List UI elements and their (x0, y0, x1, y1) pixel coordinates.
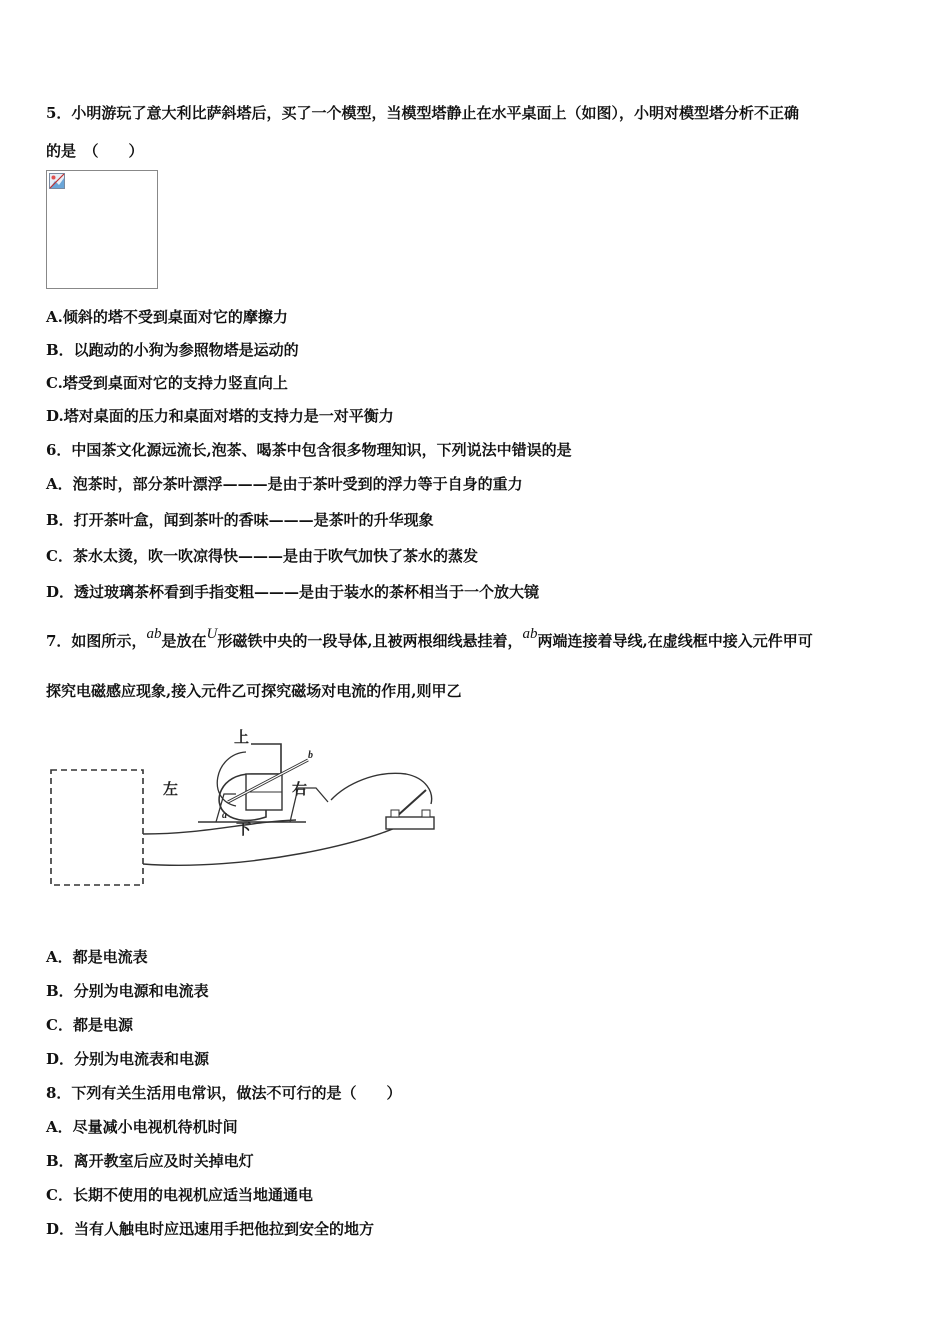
q7-option-b: B．分别为电源和电流表 (46, 982, 209, 1000)
q7-option-a: A．都是电流表 (46, 948, 148, 966)
label-bottom: 下 (236, 822, 252, 838)
q8-option-d: D．当有人触电时应迅速用手把他拉到安全的地方 (46, 1220, 375, 1238)
q5-stem-line1: 5．小明游玩了意大利比萨斜塔后，买了一个模型，当模型塔静止在水平桌面上（如图），小明对模型塔分析不正确 (46, 104, 799, 122)
q6-stem: 6．中国茶文化源远流长,泡茶、喝茶中包含很多物理知识，下列说法中错误的是 (46, 441, 572, 459)
q7-stem-part-c: 形磁铁中央的一段导体,且被两根细线悬挂着， (217, 632, 523, 650)
label-left: 左 (163, 782, 179, 798)
q6-option-b: B．打开茶叶盒，闻到茶叶的香味———是茶叶的升华现象 (46, 511, 434, 529)
q7-stem-part-b: 是放在 (161, 632, 207, 650)
q5-option-c: C.塔受到桌面对它的支持力竖直向上 (46, 374, 288, 392)
q8-option-a: A．尽量减小电视机待机时间 (46, 1118, 238, 1136)
q7-var-ab: ab (146, 626, 162, 642)
q7-stem-part-a: 7．如图所示， (46, 632, 147, 650)
q5-option-b: B．以跑动的小狗为参照物塔是运动的 (46, 341, 299, 359)
q7-option-d: D．分别为电流表和电源 (46, 1050, 210, 1068)
q7-var-u: U (206, 626, 218, 642)
q7-circuit-figure (46, 722, 456, 897)
wire-bottom (143, 820, 411, 865)
q8-option-c: C．长期不使用的电视机应适当地通通电 (46, 1186, 313, 1204)
label-right: 右 (292, 782, 308, 798)
q5-figure-placeholder (46, 170, 158, 289)
q6-option-d: D．透过玻璃茶杯看到手指变粗———是由于装水的茶杯相当于一个放大镜 (46, 583, 540, 601)
q7-stem-part-d: 两端连接着导线,在虚线框中接入元件甲可 (537, 632, 813, 650)
broken-image-icon (49, 173, 65, 189)
label-end-b: b (308, 750, 313, 761)
q5-stem-line2: 的是 （ ） (46, 142, 144, 160)
q8-stem: 8．下列有关生活用电常识，做法不可行的是（ ） (46, 1084, 402, 1102)
q7-stem-line1 (46, 626, 813, 651)
label-end-a: a (222, 810, 227, 821)
q6-option-a: A．泡茶时，部分茶叶漂浮———是由于茶叶受到的浮力等于自身的重力 (46, 475, 523, 493)
q6-option-c: C．茶水太烫，吹一吹凉得快———是由于吹气加快了茶水的蒸发 (46, 547, 478, 565)
q7-var-ab-2: ab (522, 626, 538, 642)
dashed-component-box (51, 770, 143, 885)
q8-option-b: B．离开教室后应及时关掉电灯 (46, 1152, 254, 1170)
label-top: 上 (234, 730, 250, 746)
q5-option-d: D.塔对桌面的压力和桌面对塔的支持力是一对平衡力 (46, 407, 394, 425)
q5-option-a: A.倾斜的塔不受到桌面对它的摩擦力 (46, 308, 288, 326)
q7-stem-line2: 探究电磁感应现象,接入元件乙可探究磁场对电流的作用,则甲乙 (46, 682, 462, 700)
switch (386, 817, 434, 829)
q7-option-c: C．都是电源 (46, 1016, 133, 1034)
